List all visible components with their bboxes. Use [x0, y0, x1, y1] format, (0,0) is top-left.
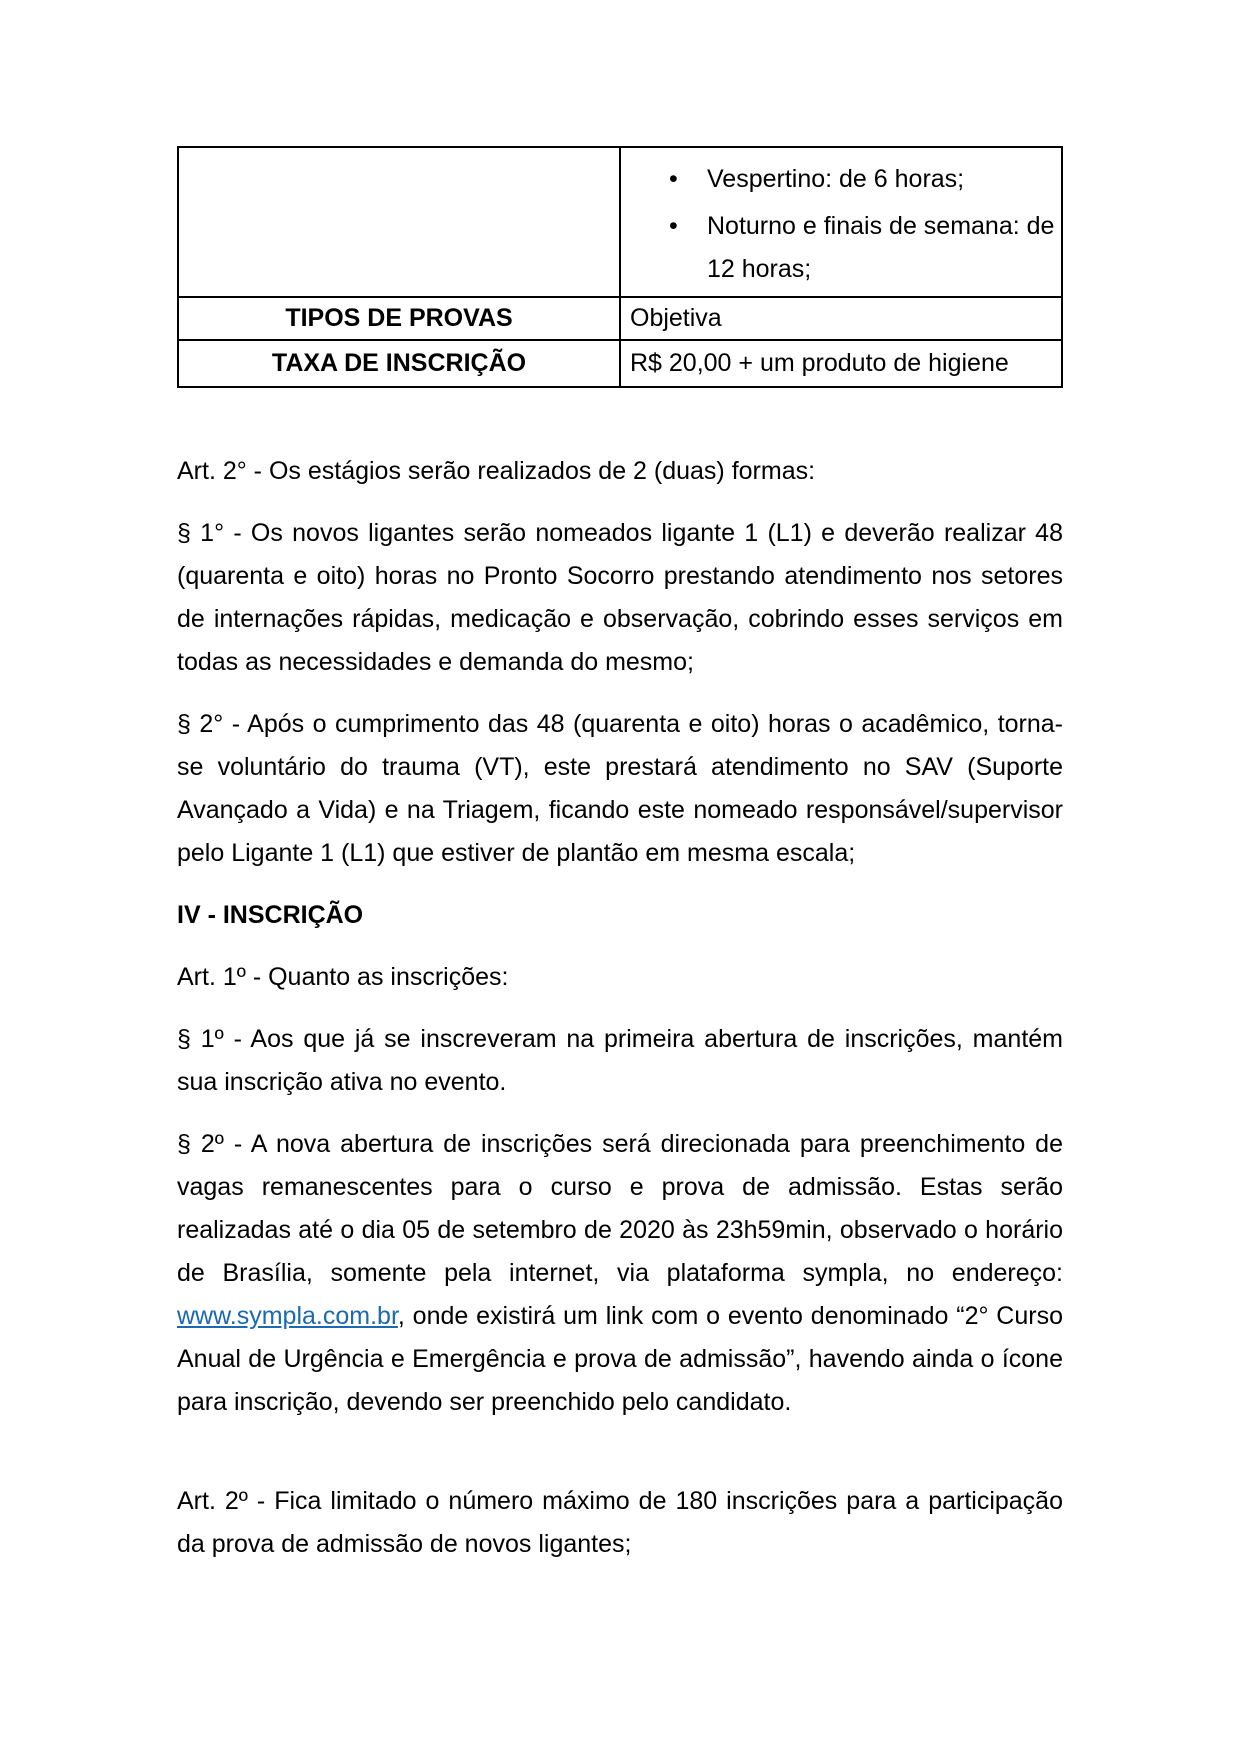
par4-text-before-link: § 2º - A nova abertura de inscrições será direcionada para preenchimento de vagas remanescentes para o curso e prova de admissão. Estas serão realizadas até o dia 05 de setembro de 2020 às 23h59min, observado o horário de Brasília, somente pela internet, via plataforma sympla, no endereço: — [177, 1130, 1063, 1287]
table-row-taxa-de-inscricao — [178, 340, 1062, 387]
paragraph-art2-formas: Art. 2° - Os estágios serão realizados de 2 (duas) formas: — [177, 457, 816, 485]
table-row-tipos-de-provas — [178, 297, 1062, 340]
paragraph-par4-nova-abertura — [177, 1123, 1063, 1424]
paragraph-par2-apos-cumprimento: § 2° - Após o cumprimento das 48 (quarenta e oito) horas o acadêmico, torna-se voluntário do trauma (VT), este prestará atendimento no SAV (Suporte Avançado a Vida) e na Triagem, ficando este nomeado responsável/supervisor pelo Ligante 1 (L1) que estiver de plantão em mesma escala; — [177, 710, 1063, 867]
par4-text-after-link: , onde existirá um link com o evento denominado “2° Curso Anual de Urgência e Emergência e prova de admissão”, havendo ainda o ícone para inscrição, devendo ser preenchido pelo candidato. — [177, 1302, 1063, 1416]
list-item-noturno: • Noturno e finais de semana: de 12 horas; — [669, 205, 1060, 291]
paragraph-par3-ja-inscritos: § 1º - Aos que já se inscreveram na primeira abertura de inscrições, mantém sua inscrição ativa no evento. — [177, 1025, 1063, 1096]
section-heading-iv-inscricao: IV - INSCRIÇÃO — [177, 901, 364, 929]
table-value-cell-horarios — [620, 147, 1062, 297]
shift-hours-list — [630, 158, 1060, 291]
paragraph-art2-fica-limitado: Art. 2º - Fica limitado o número máximo de 180 inscrições para a participação da prova de admissão de novos ligantes; — [177, 1487, 1063, 1558]
table-label-taxa-de-inscricao: TAXA DE INSCRIÇÃO — [178, 340, 620, 387]
table-label-cell-empty — [178, 147, 620, 297]
table-label-tipos-de-provas: TIPOS DE PROVAS — [178, 297, 620, 340]
paragraph-par1-novos-ligantes: § 1° - Os novos ligantes serão nomeados ligante 1 (L1) e deverão realizar 48 (quarenta e oito) horas no Pronto Socorro prestando atendimento nos setores de internações rápidas, medicação e observação, cobrindo esses serviços em todas as necessidades e demanda do mesmo; — [177, 519, 1063, 676]
paragraph-art1-quanto-inscricoes: Art. 1º - Quanto as inscrições: — [177, 963, 509, 991]
info-table — [177, 146, 1063, 388]
table-value-taxa: R$ 20,00 + um produto de higiene — [620, 340, 1062, 387]
table-value-objetiva: Objetiva — [620, 297, 1062, 340]
table-row-horarios — [178, 147, 1062, 297]
list-item-vespertino: • Vespertino: de 6 horas; — [669, 158, 1060, 201]
sympla-link[interactable]: www.sympla.com.br — [177, 1302, 398, 1330]
